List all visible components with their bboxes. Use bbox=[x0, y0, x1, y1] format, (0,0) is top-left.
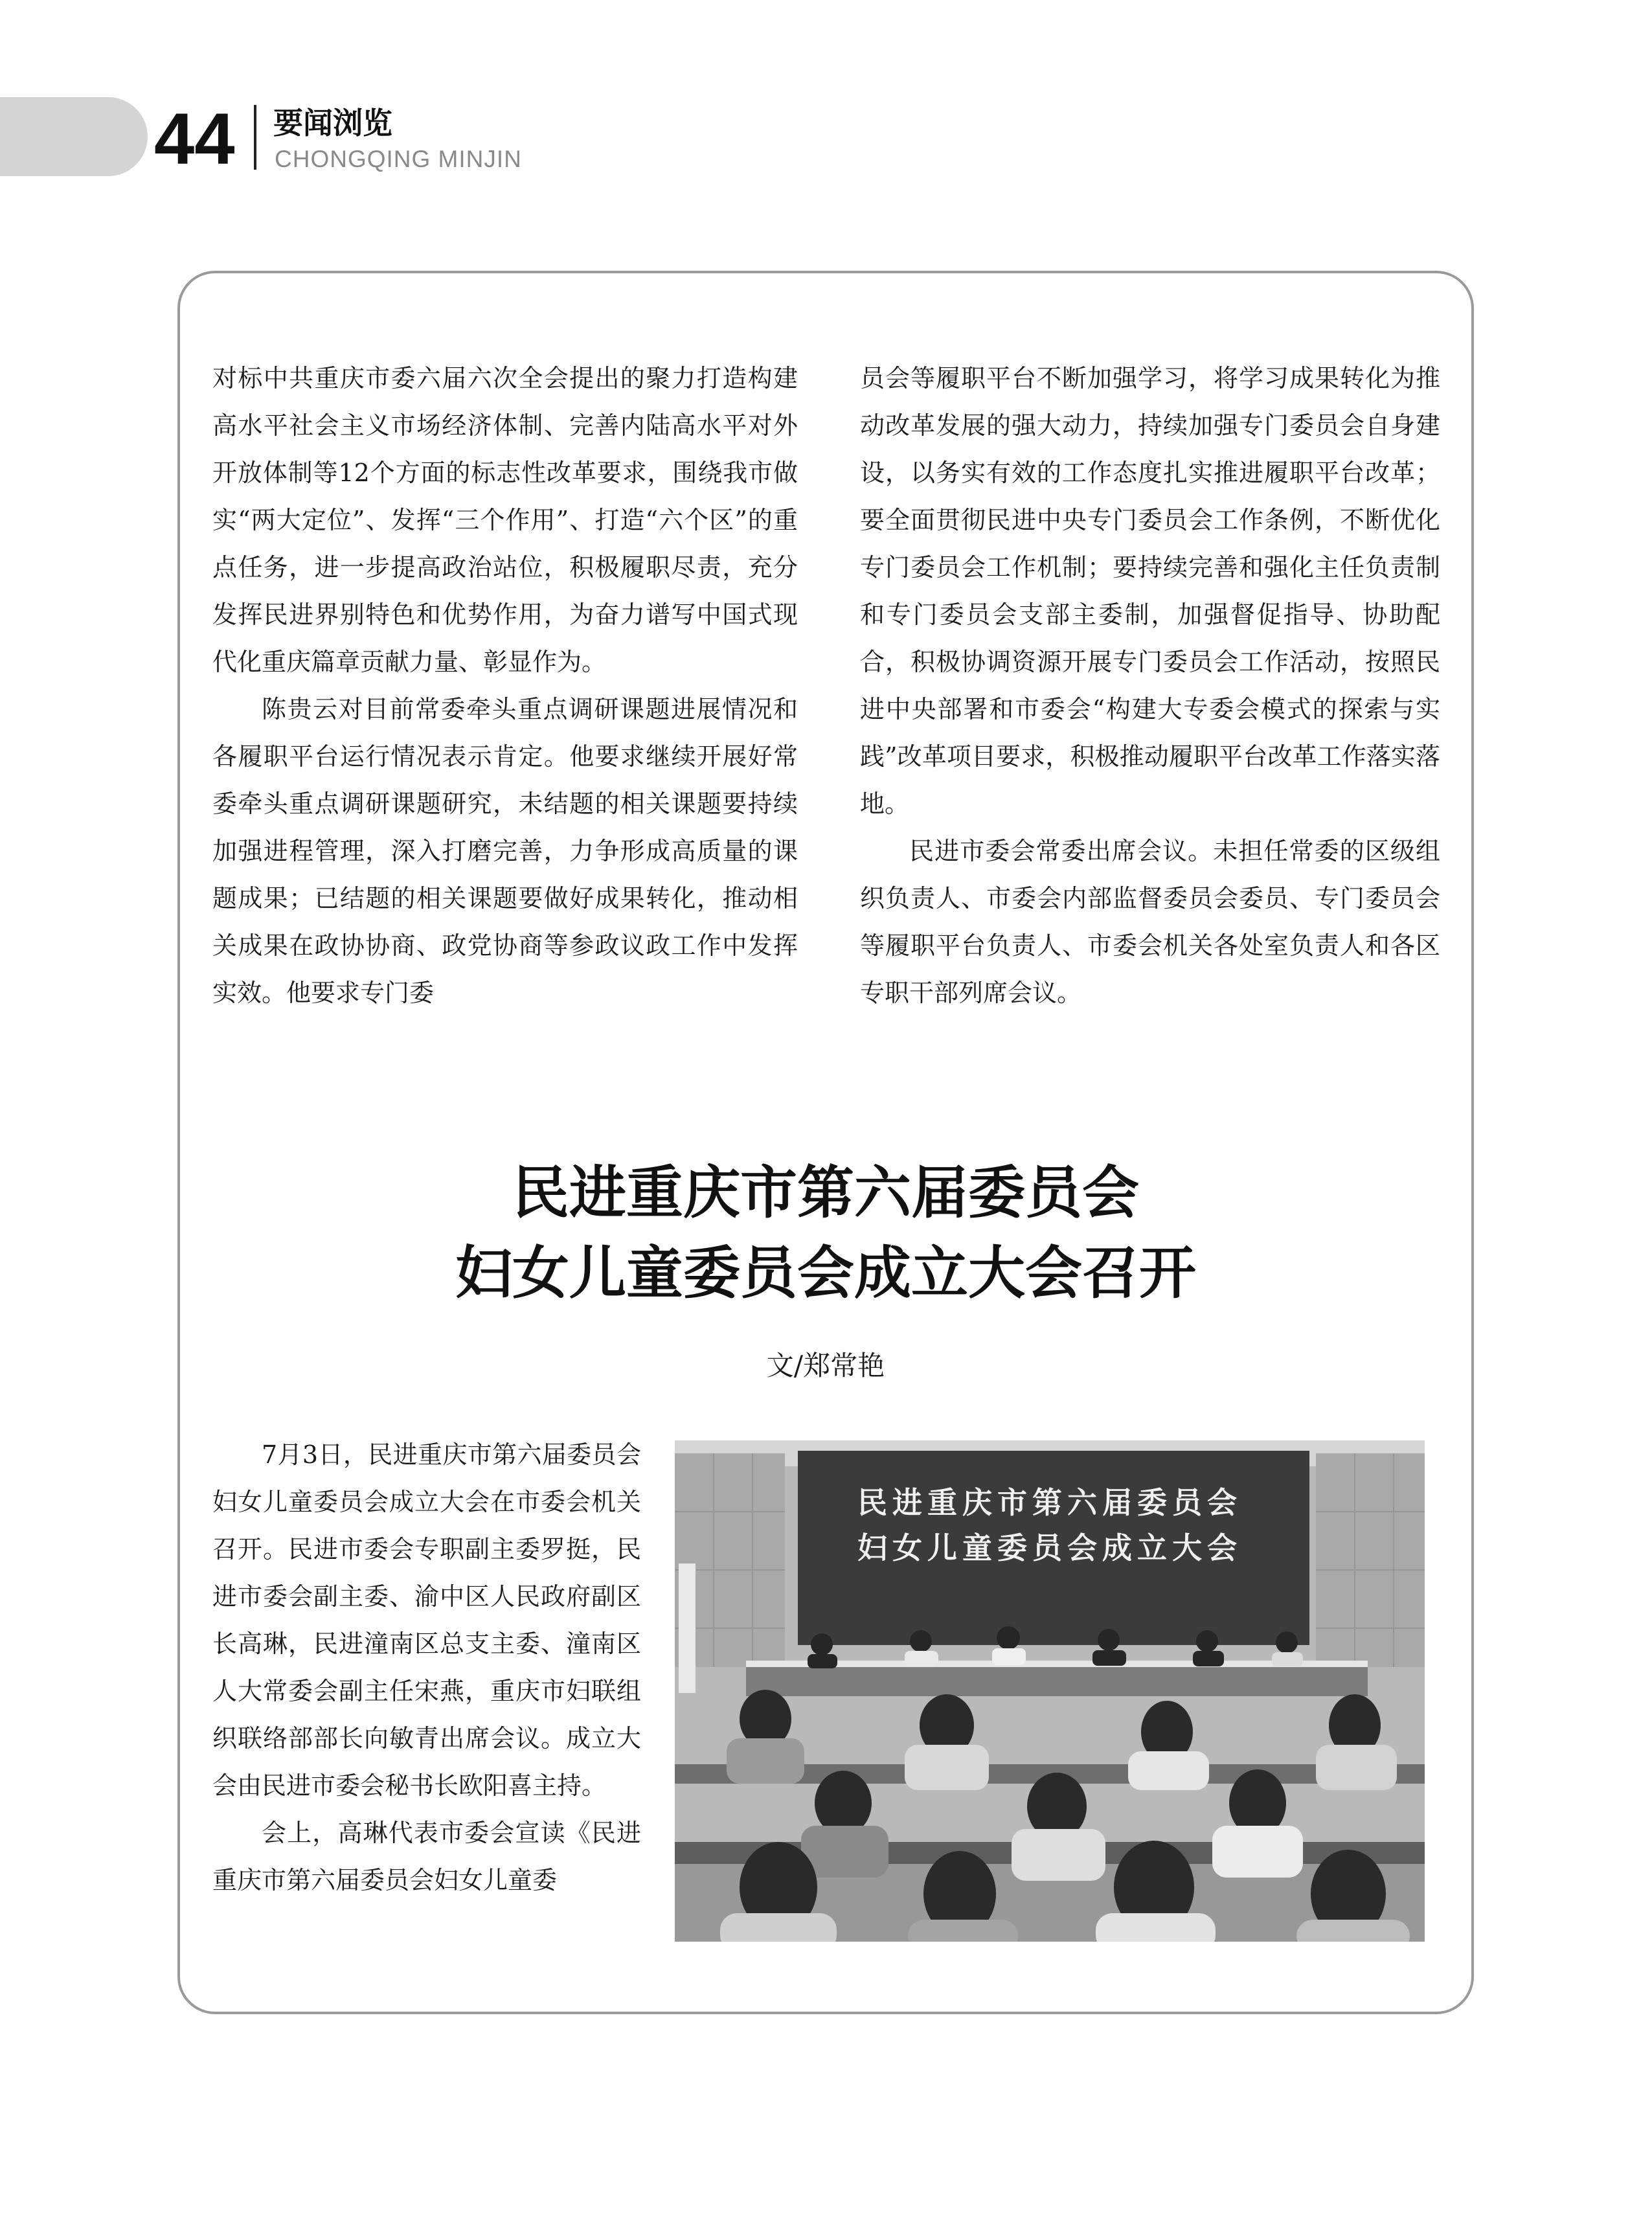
paragraph: 员会等履职平台不断加强学习，将学习成果转化为推动改革发展的强大动力，持续加强专门委员会自身建设，以务实有效的工作态度扎实推进履职平台改革；要全面贯彻民进中央专门委员会工作条例，不断优化专门委员会工作机制；要持续完善和强化主任负责制和专门委员会支部主委制，加强督促指导、协助配合，积极协调资源开展专门委员会工作活动，按照民进中央部署和市委会“构建大专委会模式的探索与实践”改革项目要求，积极推动履职平台改革工作落实落地。 bbox=[860, 364, 1440, 818]
meeting-photo bbox=[675, 1440, 1425, 1942]
page-number: 44 bbox=[154, 98, 235, 179]
article-title-line-2: 妇女儿童委员会成立大会召开 bbox=[455, 1240, 1196, 1306]
paragraph: 民进市委会常委出席会议。未担任常委的区级组织负责人、市委会内部监督委员会委员、专门委员会等履职平台负责人、市委会机关各处室负责人和各区专职干部列席会议。 bbox=[860, 837, 1440, 1007]
continued-left-column bbox=[212, 355, 798, 1017]
paragraph: 对标中共重庆市委六届六次全会提出的聚力打造构建高水平社会主义市场经济体制、完善内陆高水平对外开放体制等12个方面的标志性改革要求，围绕我市做实“两大定位”、发挥“三个作用”、打造“六个区”的重点任务，进一步提高政治站位，积极履职尽责，充分发挥民进界别特色和优势作用，为奋力谱写中国式现代化重庆篇章贡献力量、彰显作为。 bbox=[212, 364, 798, 676]
banner-text-line-2: 妇女儿童委员会成立大会 bbox=[857, 1530, 1242, 1565]
continued-right-column bbox=[860, 355, 1440, 1017]
paragraph: 7月3日，民进重庆市第六届委员会妇女儿童委员会成立大会在市委会机关召开。民进市委会专职副主委罗挺，民进市委会副主委、渝中区人民政府副区长高琳，民进潼南区总支主委、潼南区人大常委会副主任宋燕，重庆市妇联组织联络部部长向敏青出席会议。成立大会由民进市委会秘书长欧阳喜主持。 bbox=[212, 1440, 641, 1800]
header-tab bbox=[0, 97, 148, 176]
section-subtitle: CHONGQING MINJIN bbox=[275, 146, 522, 172]
article-title-line-1: 民进重庆市第六届委员会 bbox=[512, 1159, 1139, 1226]
banner-text-line-1: 民进重庆市第六届委员会 bbox=[857, 1485, 1242, 1520]
paragraph: 陈贵云对目前常委牵头重点调研课题进展情况和各履职平台运行情况表示肯定。他要求继续开展好常委牵头重点调研课题研究，未结题的相关课题要持续加强进程管理，深入打磨完善，力争形成高质量的课题成果；已结题的相关课题要做好成果转化，推动相关成果在政协协商、政党协商等参政议政工作中发挥实效。他要求专门委 bbox=[212, 695, 798, 1007]
paragraph: 会上，高琳代表市委会宣读《民进重庆市第六届委员会妇女儿童委 bbox=[212, 1819, 641, 1894]
byline: 文/郑常艳 bbox=[766, 1350, 885, 1381]
article-body-column bbox=[212, 1431, 641, 1904]
section-title: 要闻浏览 bbox=[273, 106, 392, 141]
header-divider bbox=[254, 105, 256, 170]
